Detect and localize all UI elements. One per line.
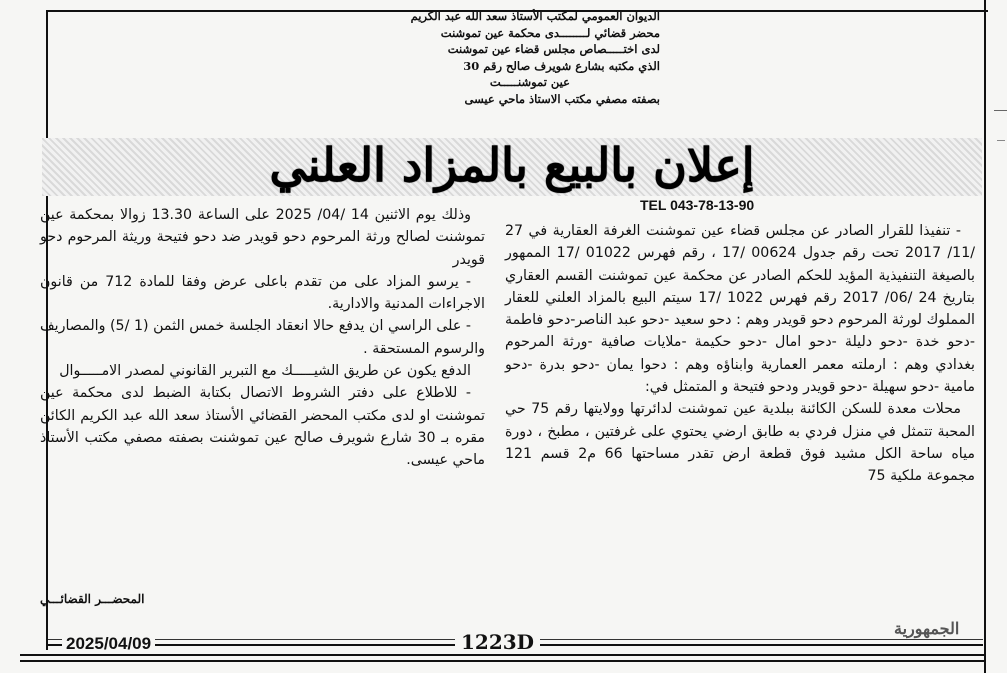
office-line: عين تموشنـــــت <box>489 75 570 89</box>
scan-mark <box>997 140 1005 141</box>
telephone: TEL 043-78-13-90 <box>640 197 755 213</box>
paragraph: - يرسو المزاد على من تقدم باعلى عرض وفقا للمادة 712 من قانون الاجراءات المدنية والادارية. <box>40 273 485 313</box>
frame-right <box>984 0 986 673</box>
office-line: محضر قضائي لــــــــدى محكمة عين تموشنت <box>440 25 660 40</box>
paragraph: الدفع يكون عن طريق الشيـــــك مع التبرير القانوني لمصدر الامـــــوال <box>59 363 471 380</box>
notice-left-column <box>40 204 485 472</box>
newspaper-logo: الجمهورية <box>890 619 963 638</box>
paragraph: محلات معدة للسكن الكائنة ببلدية عين تموشنت لدائرتها وولايتها رقم 75 حي المحبة تتمثل في منزل فردي به طابق ارضي يحتوي على غرفتين ، مطبخ ، دورة مياه ساحة الكل مشيد فوق قطعة ارض تقدر مساحتها 66 م2 قسم 121 مجموعة ملكية 75 <box>505 401 975 485</box>
frame-bottom <box>20 654 985 656</box>
office-line: الديوان العمومي لمكتب الأستاذ سعد الله عبد الكريم <box>410 9 660 23</box>
paragraph: - على الراسي ان يدفع حالا انعقاد الجلسة خمس الثمن (1 /5) والمصاريف والرسوم المستحقة . <box>40 318 485 357</box>
paragraph: وذلك يوم الاثنين 14 /04/ 2025 على الساعة 13.30 زوالا بمحكمة عين تموشنت لصالح ورثة المرحوم دحو قويدر ضد دحو فتيحة وريثة المرحوم دحو قويدر <box>40 207 485 268</box>
notice-right-column <box>505 220 975 488</box>
office-header <box>330 8 660 107</box>
notice-code: 1223D <box>455 630 540 654</box>
frame-bottom <box>20 660 985 662</box>
office-line: الذي مكتبه بشارع شويرف صالح رقم 30 <box>463 58 660 73</box>
scan-mark <box>994 110 1007 111</box>
paragraph: - للاطلاع على دفتر الشروط الاتصال بكتابة الضبط لدى محكمة عين تموشنت او لدى مكتب المحضر القضائي الأستاذ سعد الله عبد الكريم الكائن مقره بـ 30 شارع شويرف صالح عين تموشنت بصفته مصفي مكتب الأستاذ ماحي عيسى. <box>40 385 485 469</box>
notice-title: إعلان بالبيع بالمزاد العلني <box>269 138 755 192</box>
publication-date: 2025/04/09 <box>62 634 155 654</box>
bailiff-signature: المحضـــر القضائـــي <box>40 592 145 606</box>
paragraph: - تنفيذا للقرار الصادر عن مجلس قضاء عين تموشنت الغرفة العقارية في 27 /11/ 2017 تحت رقم جدول 00624 /17 ، رقم فهرس 01022 /17 الممهور بالصيغة التنفيذية المؤيد للحكم الصادر عن محكمة عين تموشنت القسم العقاري بتاريخ 24 /06/ 2017 رقم فهرس 1022 /17 سيتم البيع بالمزاد العلني للعقار المملوك لورثة المرحوم دحو قويدر وهم : دحو سعيد -دحو عبد الناصر-دحو فاطمة -دحو خدة -دحو دليلة -دحو امال -دحو حكيمة -ملايات صافية -ورثة المرحوم بغدادي وهم : ارملته معمر العمارية وابناؤه وهم : دحوا يمان -دحو بدرة -دحو مامية -دحو سهيلة -دحو قويدر ودحو فتيحة و المتمثل في: <box>505 223 976 396</box>
office-line: لدى اختـــــصاص مجلس قضاء عين تموشنت <box>447 42 660 56</box>
office-line: بصفته مصفي مكتب الاستاذ ماحي عيسى <box>464 91 660 106</box>
